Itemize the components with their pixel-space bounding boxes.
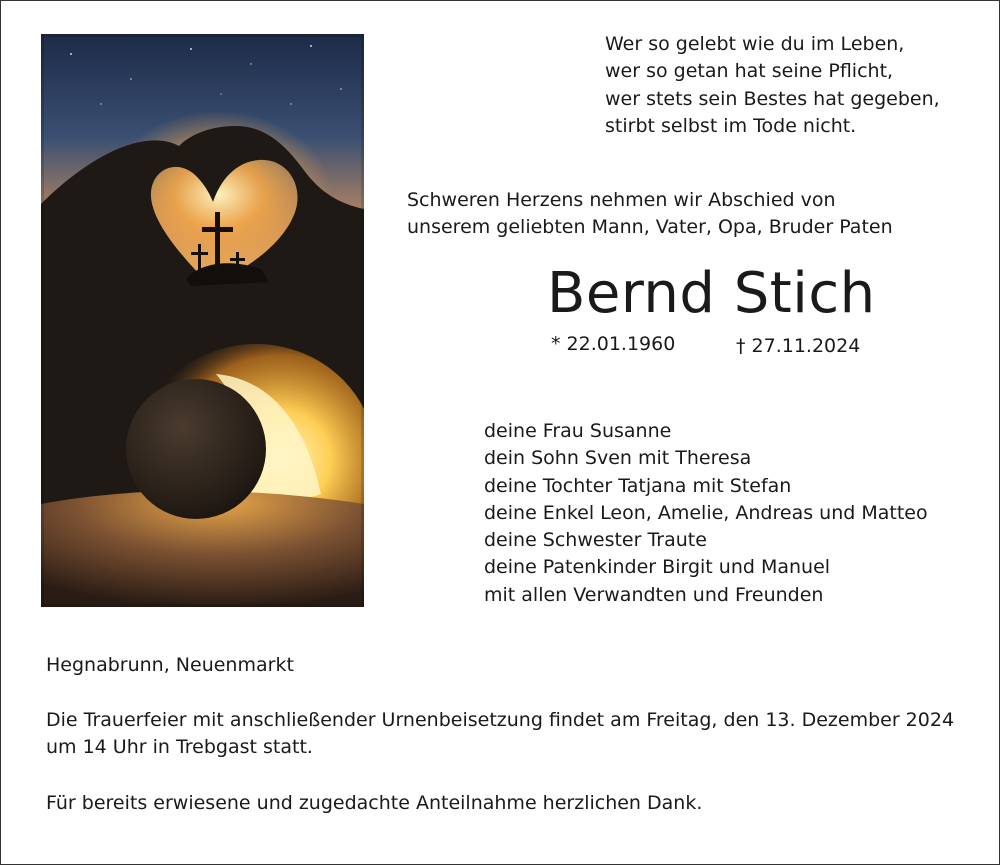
poem-line: Wer so gelebt wie du im Leben, [605, 33, 905, 55]
intro-line: Schweren Herzens nehmen wir Abschied von [407, 189, 836, 211]
place-of-residence: Hegnabrunn, Neuenmarkt [46, 654, 294, 676]
funeral-line: Die Trauerfeier mit anschließender Urnenbeisetzung findet am Freitag, den 13. Dezember 2024 [46, 709, 955, 731]
intro-line: unserem geliebten Mann, Vater, Opa, Bruder Paten [407, 216, 893, 239]
mourner-entry: deine Enkel Leon, Amelie, Andreas und Matteo [484, 501, 928, 524]
mourner-entry: dein Sohn Sven mit Theresa [484, 447, 752, 470]
mourner-entry: deine Schwester Traute [484, 529, 707, 552]
mourner-entry: deine Tochter Tatjana mit Stefan [484, 474, 792, 497]
mourner-entry: deine Frau Susanne [484, 420, 672, 442]
thanks-note: Für bereits erwiesene und zugedachte Anteilnahme herzlichen Dank. [46, 792, 703, 814]
farewell-intro [407, 187, 893, 242]
death-date: † 27.11.2024 [736, 335, 861, 357]
funeral-line: um 14 Uhr in Trebgast statt. [46, 736, 313, 758]
funeral-details [46, 707, 955, 761]
deceased-name: Bernd Stich [547, 261, 876, 326]
mourners-list [484, 418, 928, 609]
poem-line: stirbt selbst im Tode nicht. [605, 114, 857, 137]
poem-line: wer stets sein Bestes hat gegeben, [605, 87, 940, 110]
birth-date: * 22.01.1960 [551, 333, 676, 355]
mourner-entry: deine Patenkinder Birgit und Manuel [484, 556, 831, 579]
memorial-image-heart-crosses-empty-tomb [41, 34, 364, 607]
mourner-entry: mit allen Verwandten und Freunden [484, 583, 824, 606]
memorial-poem [605, 31, 940, 140]
poem-line: wer so getan hat seine Pflicht, [605, 60, 894, 83]
